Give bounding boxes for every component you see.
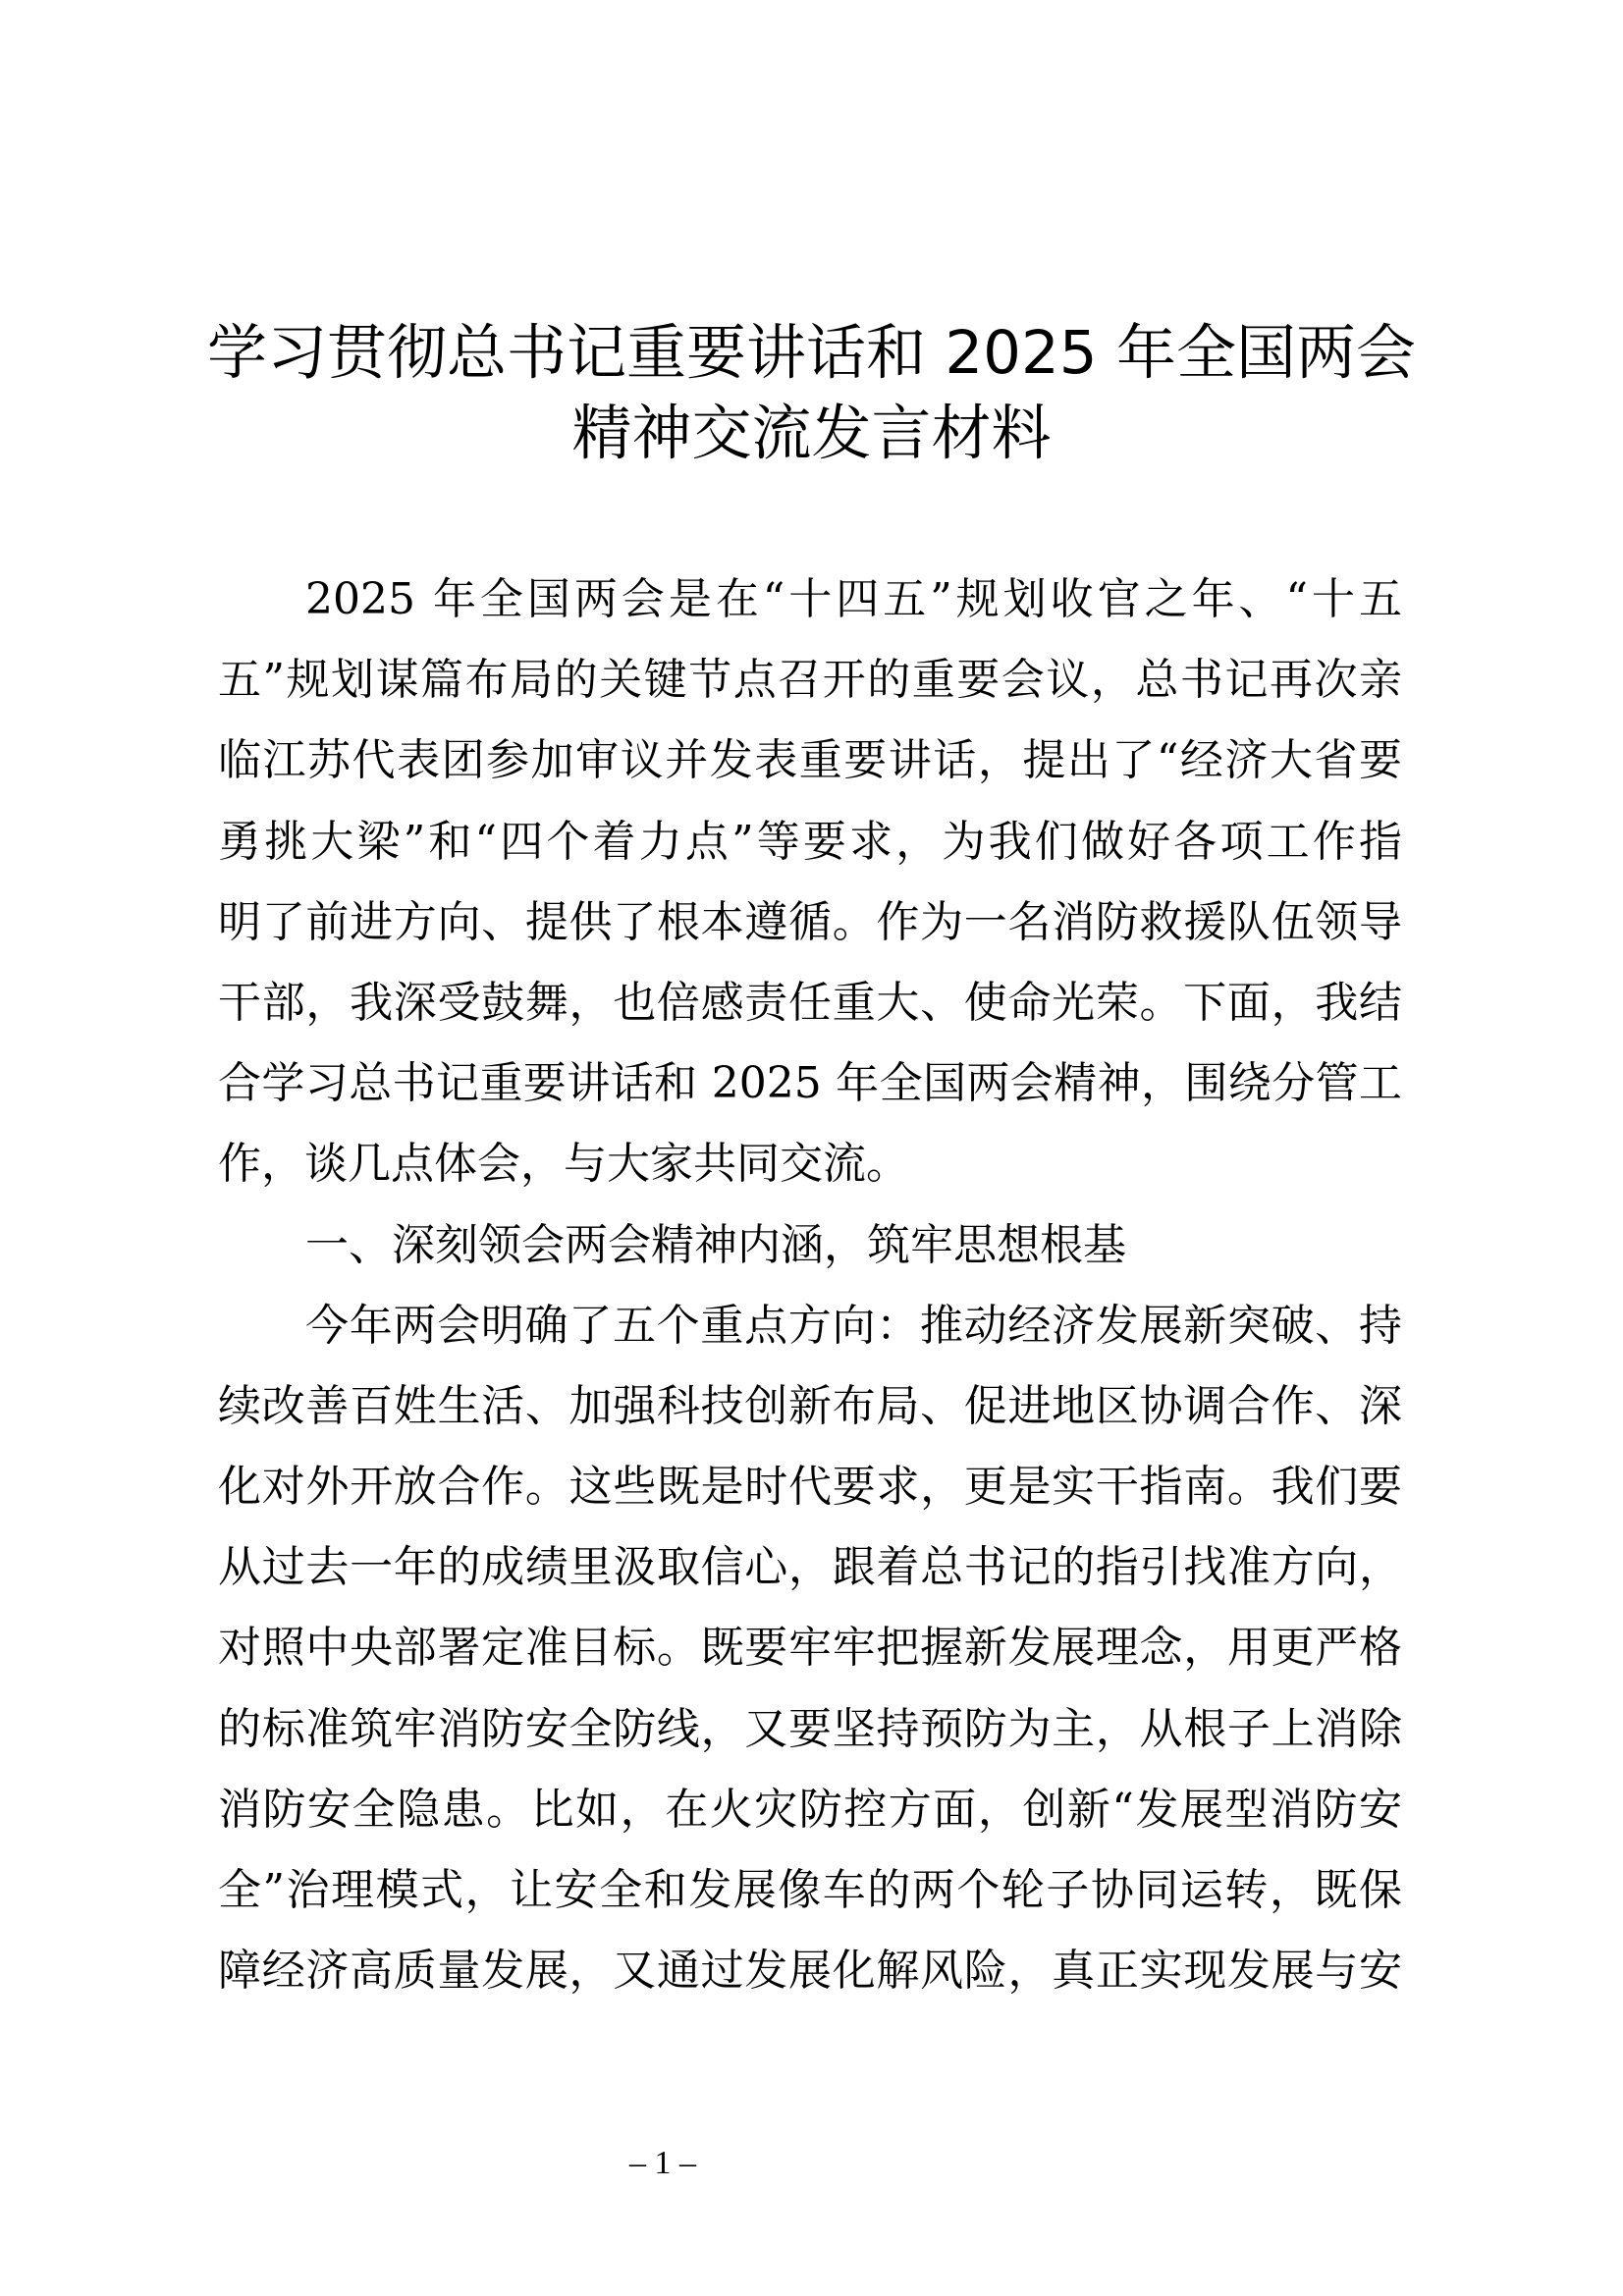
body-text-line: 续改善百姓生活、加强科技创新布局、促进地区协调合作、深 [218,1380,1402,1431]
body-text-line: 对照中央部署定准目标。既要牢牢把握新发展理念，用更严格 [218,1623,1402,1674]
body-text-line: 化对外开放合作。这些既是时代要求，更是实干指南。我们要 [218,1462,1402,1513]
body-text-line: 合学习总书记重要讲话和 2025 年全国两会精神，围绕分管工 [218,1058,1402,1109]
document-title [0,313,1623,474]
body-text-line: 障经济高质量发展，又通过发展化解风险，真正实现发展与安 [218,1946,1402,1997]
title-line-2: 精神交流发言材料 [571,399,1052,468]
body-text-line: 明了前进方向、提供了根本遵循。作为一名消防救援队伍领导 [218,896,1402,947]
body-text-line: 的标准筑牢消防安全防线，又要坚持预防为主，从根子上消除 [218,1703,1402,1754]
page-number: – 1 – [629,2145,696,2181]
body-text-line: 作，谈几点体会，与大家共同交流。 [218,1139,909,1190]
body-text-line: 2025 年全国两会是在“十四五”规划收官之年、“十五 [305,574,1402,624]
document-body [218,560,1402,2011]
body-text-line: 勇挑大梁”和“四个着力点”等要求，为我们做好各项工作指 [218,816,1402,867]
body-text-line: 消防安全隐患。比如，在火灾防控方面，创新“发展型消防安 [218,1784,1402,1835]
body-text-line: 全”治理模式，让安全和发展像车的两个轮子协同运转，既保 [218,1865,1402,1915]
title-line-1: 学习贯彻总书记重要讲话和 2025 年全国两会 [206,318,1417,388]
body-text-line: 五”规划谋篇布局的关键节点召开的重要会议，总书记再次亲 [218,655,1402,706]
body-text-line: 干部，我深受鼓舞，也倍感责任重大、使命光荣。下面，我结 [218,977,1402,1028]
body-text-line: 今年两会明确了五个重点方向：推动经济发展新突破、持 [305,1300,1402,1351]
body-text-line: 从过去一年的成绩里汲取信心，跟着总书记的指引找准方向， [218,1542,1402,1593]
body-text-line: 临江苏代表团参加审议并发表重要讲话，提出了“经济大省要 [218,735,1402,786]
section-heading: 一、深刻领会两会精神内涵，筑牢思想根基 [305,1219,1126,1270]
